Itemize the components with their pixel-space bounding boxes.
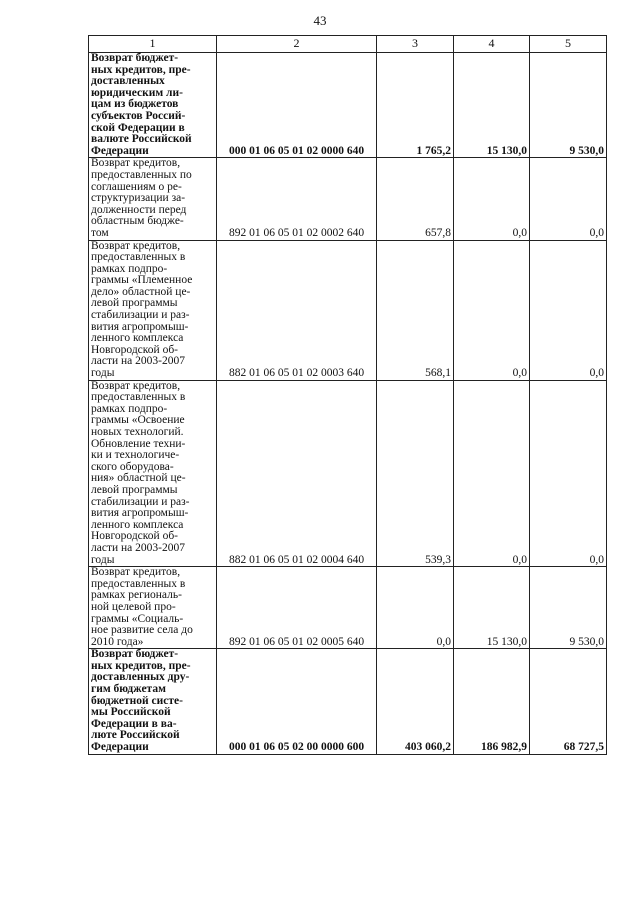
row-value: 1 765,2	[377, 53, 454, 158]
row-value: 0,0	[454, 240, 530, 380]
row-code: 892 01 06 05 01 02 0002 640	[217, 158, 377, 240]
row-value: 0,0	[530, 158, 607, 240]
row-name: Возврат кредитов, предоставленных в рамках подпро- граммы «Племенное дело» областной це- левой программы стабилизации и раз- вития агропромыш- ленного комплекса Новгородской об- ласти на 2003-2007 годы	[89, 240, 217, 380]
row-value: 568,1	[377, 240, 454, 380]
header-cell: 4	[454, 36, 530, 53]
header-cell: 2	[217, 36, 377, 53]
row-value: 15 130,0	[454, 53, 530, 158]
row-code: 000 01 06 05 02 00 0000 600	[217, 649, 377, 754]
row-value: 539,3	[377, 380, 454, 567]
row-value: 0,0	[454, 380, 530, 567]
header-cell: 1	[89, 36, 217, 53]
table-row	[89, 158, 607, 240]
header-row	[89, 36, 607, 53]
table-row	[89, 53, 607, 158]
header-cell: 5	[530, 36, 607, 53]
row-value: 186 982,9	[454, 649, 530, 754]
table-row	[89, 567, 607, 649]
table-row	[89, 240, 607, 380]
row-value: 0,0	[454, 158, 530, 240]
row-value: 657,8	[377, 158, 454, 240]
page-number: 43	[313, 13, 327, 28]
row-code: 892 01 06 05 01 02 0005 640	[217, 567, 377, 649]
row-name: Возврат кредитов, предоставленных в рамках региональ- ной целевой про- граммы «Социаль- ное развитие села до 2010 года»	[89, 567, 217, 649]
row-value: 403 060,2	[377, 649, 454, 754]
row-code: 882 01 06 05 01 02 0004 640	[217, 380, 377, 567]
table-row	[89, 649, 607, 754]
row-name: Возврат кредитов, предоставленных в рамках подпро- граммы «Освоение новых технологий. Обновление техни- ки и технологиче- ского оборудова- ния» областной це- левой программы стабилизации и раз- вития агропромыш- ленного комплекса Новгородской об- ласти на 2003-2007 годы	[89, 380, 217, 567]
row-name: Возврат кредитов, предоставленных по соглашениям о ре- структуризации за- долженности перед областным бюдже- том	[89, 158, 217, 240]
row-code: 000 01 06 05 01 02 0000 640	[217, 53, 377, 158]
row-name: Возврат бюджет- ных кредитов, пре- доставленных юридическим ли- цам из бюджетов субъектов Россий- ской Федерации в валюте Российской Федерации	[89, 53, 217, 158]
table-row	[89, 380, 607, 567]
budget-table	[88, 35, 607, 755]
row-name: Возврат бюджет- ных кредитов, пре- доставленных дру- гим бюджетам бюджетной систе- мы Российской Федерации в ва- люте Российской Федерации	[89, 649, 217, 754]
row-value: 15 130,0	[454, 567, 530, 649]
row-value: 9 530,0	[530, 567, 607, 649]
row-code: 882 01 06 05 01 02 0003 640	[217, 240, 377, 380]
header-cell: 3	[377, 36, 454, 53]
row-value: 0,0	[530, 380, 607, 567]
row-value: 9 530,0	[530, 53, 607, 158]
row-value: 68 727,5	[530, 649, 607, 754]
row-value: 0,0	[377, 567, 454, 649]
row-value: 0,0	[530, 240, 607, 380]
